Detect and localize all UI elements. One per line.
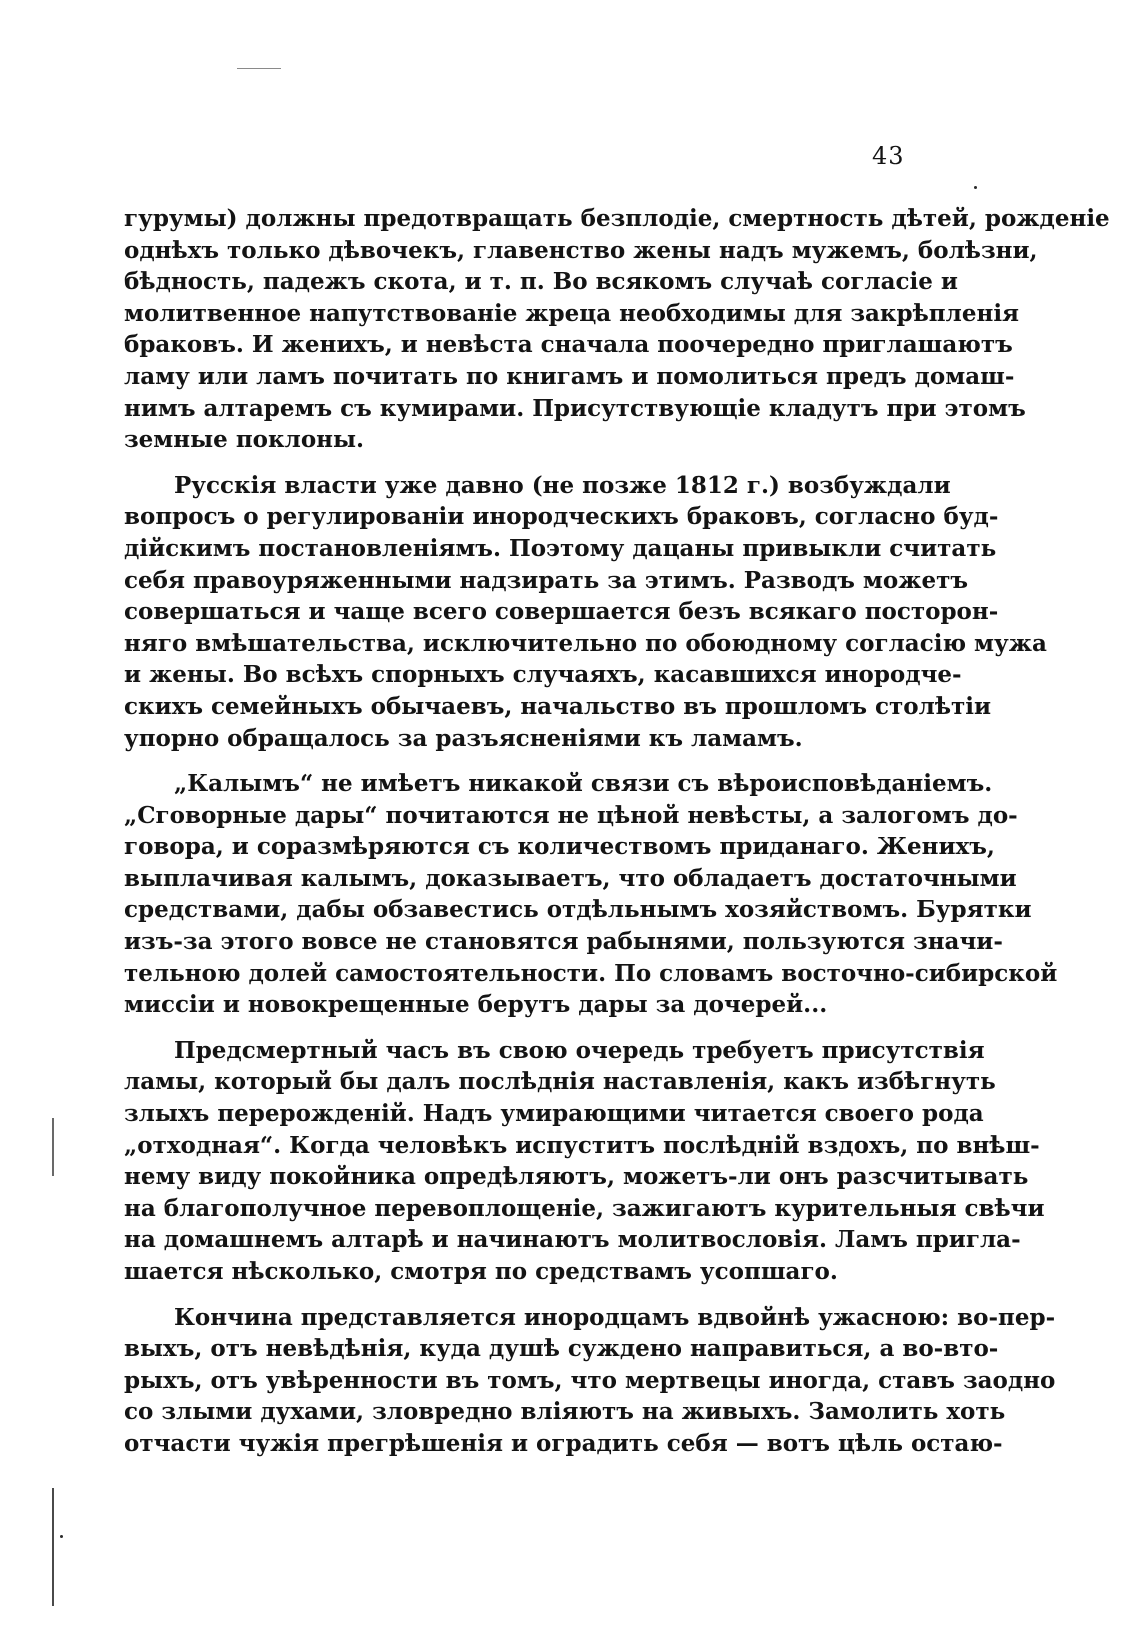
text-line: ламы, который бы далъ послѣднія наставленія, какъ избѣгнуть xyxy=(124,1068,996,1096)
page-number: 43 xyxy=(872,142,905,170)
text-line: на благополучное перевоплощеніе, зажигаютъ курительныя свѣчи xyxy=(124,1194,1045,1222)
body-text xyxy=(124,203,1110,1460)
text-line: ламу или ламъ почитать по книгамъ и помолиться предъ домаш- xyxy=(124,362,1015,390)
text-line: совершаться и чаще всего совершается безъ всякаго посторон- xyxy=(124,598,999,626)
text-line: нему виду покойника опредѣляютъ, можетъ-ли онъ разсчитывать xyxy=(124,1163,1029,1191)
paragraph xyxy=(124,1302,1056,1460)
text-line: говора, и соразмѣряются съ количествомъ приданаго. Женихъ, xyxy=(124,833,995,861)
text-line: и жены. Во всѣхъ спорныхъ случаяхъ, касавшихся инородче- xyxy=(124,661,962,689)
text-line: упорно обращалось за разъясненіями къ ламамъ. xyxy=(124,724,803,752)
text-line: Предсмертный часъ въ свою очередь требуетъ присутствія xyxy=(174,1036,985,1064)
text-line: нимъ алтаремъ съ кумирами. Присутствующіе кладутъ при этомъ xyxy=(124,394,1026,422)
paragraph xyxy=(124,203,1110,456)
text-line: дійскимъ постановленіямъ. Поэтому дацаны привыкли считать xyxy=(124,534,997,562)
text-line: тельною долей самостоятельности. По словамъ восточно-сибирской xyxy=(124,959,1058,987)
text-line: няго вмѣшательства, исключительно по обоюдному согласію мужа xyxy=(124,629,1047,657)
text-line: миссіи и новокрещенные берутъ дары за дочерей... xyxy=(124,991,828,1019)
text-line: „Калымъ“ не имѣетъ никакой связи съ вѣроисповѣданіемъ. xyxy=(174,770,993,798)
text-line: Русскія власти уже давно (не позже 1812 г.) возбуждали xyxy=(174,471,951,499)
text-line: на домашнемъ алтарѣ и начинаютъ молитвословія. Ламъ пригла- xyxy=(124,1226,1021,1254)
text-line: молитвенное напутствованіе жреца необходимы для закрѣпленія xyxy=(124,299,1020,327)
scan-artifact-margin-line xyxy=(52,1488,54,1606)
text-line: однѣхъ только дѣвочекъ, главенство жены надъ мужемъ, болѣзни, xyxy=(124,236,1038,264)
paragraph xyxy=(124,470,1047,754)
paragraph xyxy=(124,768,1058,1021)
scan-artifact-margin-line xyxy=(52,1118,54,1176)
text-line: земные поклоны. xyxy=(124,426,365,454)
text-line: средствами, дабы обзавестись отдѣльнымъ хозяйствомъ. Бурятки xyxy=(124,896,1032,924)
text-line: выплачивая калымъ, доказываетъ, что обладаетъ достаточными xyxy=(124,864,1017,892)
text-line: „Сговорные дары“ почитаются не цѣной невѣсты, а залогомъ до- xyxy=(124,801,1018,829)
text-line: злыхъ перерожденій. Надъ умирающими читается своего рода xyxy=(124,1100,984,1128)
scan-artifact-dash xyxy=(237,68,281,69)
text-line: отчасти чужія прегрѣшенія и оградить себя — вотъ цѣль остаю- xyxy=(124,1429,1003,1457)
text-line: скихъ семейныхъ обычаевъ, начальство въ прошломъ столѣтіи xyxy=(124,692,992,720)
text-line: вопросъ о регулированіи инородческихъ браковъ, согласно буд- xyxy=(124,503,999,531)
text-line: рыхъ, отъ увѣренности въ томъ, что мертвецы иногда, ставъ заодно xyxy=(124,1366,1056,1394)
text-line: „отходная“. Когда человѣкъ испуститъ послѣдній вздохъ, по внѣш- xyxy=(124,1131,1040,1159)
scan-artifact-dot xyxy=(60,1535,63,1538)
text-line: бѣдность, падежъ скота, и т. п. Во всякомъ случаѣ согласіе и xyxy=(124,268,958,296)
text-line: себя правоуряженными надзирать за этимъ. Разводъ можетъ xyxy=(124,566,968,594)
text-line: выхъ, отъ невѣдѣнія, куда душѣ суждено направиться, а во-вто- xyxy=(124,1335,999,1363)
scan-artifact-dot xyxy=(974,186,977,189)
paragraph xyxy=(124,1035,1045,1288)
text-line: браковъ. И женихъ, и невѣста сначала поочередно приглашаютъ xyxy=(124,331,1013,359)
text-line: шается нѣсколько, смотря по средствамъ усопшаго. xyxy=(124,1258,838,1285)
text-line: Кончина представляется инородцамъ вдвойнѣ ужасною: во-пер- xyxy=(174,1303,1056,1331)
text-line: изъ-за этого вовсе не становятся рабынями, пользуются значи- xyxy=(124,928,1003,956)
text-line: со злыми духами, зловредно вліяютъ на живыхъ. Замолить хоть xyxy=(124,1398,1006,1426)
text-line: гурумы) должны предотвращать безплодіе, смертность дѣтей, рожденіе xyxy=(124,205,1110,232)
